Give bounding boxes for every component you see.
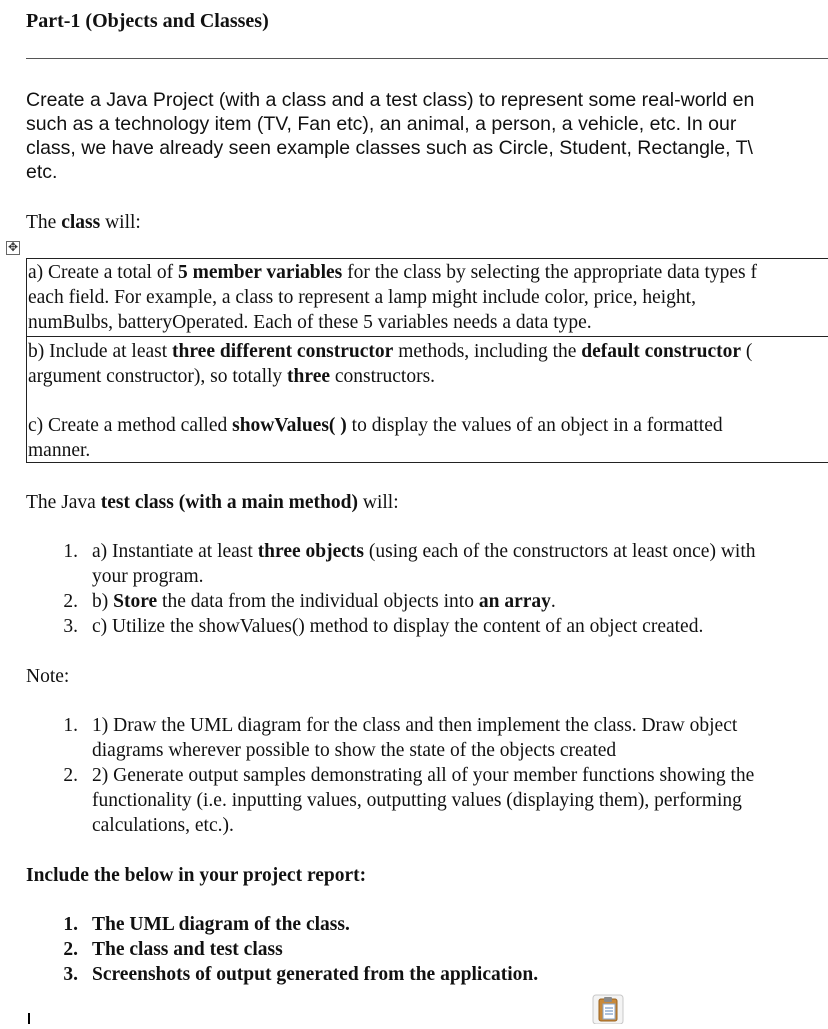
text-cursor bbox=[28, 1013, 30, 1024]
list-number: 1. bbox=[63, 541, 78, 562]
bold-text: three objects bbox=[257, 541, 364, 562]
text-span: The bbox=[26, 212, 62, 233]
page-title: Part-1 (Objects and Classes) bbox=[26, 10, 269, 32]
cell-c-line2: manner. bbox=[28, 440, 91, 461]
list-item-continuation: calculations, etc.). bbox=[92, 815, 234, 836]
text-span: (using each of the constructors at least once) with bbox=[364, 541, 756, 562]
bold-text: an array bbox=[478, 591, 551, 612]
list-item: The class and test class bbox=[92, 939, 283, 960]
list-number: 3. bbox=[63, 964, 78, 985]
table-border bbox=[26, 336, 828, 337]
list-item bbox=[92, 541, 756, 563]
bold-text: 5 member variables bbox=[177, 262, 343, 283]
text-span: will: bbox=[358, 492, 399, 513]
intro-line: class, we have already seen example classes such as Circle, Student, Rectangle, T\ bbox=[26, 137, 753, 159]
text-span: ( bbox=[741, 341, 753, 362]
table-border bbox=[26, 258, 27, 463]
list-number: 2. bbox=[63, 939, 78, 960]
horizontal-rule bbox=[26, 58, 828, 59]
list-item-continuation: diagrams wherever possible to show the state of the objects created bbox=[92, 740, 617, 761]
text-span: constructors. bbox=[330, 366, 436, 387]
list-item: The UML diagram of the class. bbox=[92, 914, 350, 935]
bold-text: default constructor bbox=[581, 341, 742, 362]
text-span: The Java bbox=[26, 492, 101, 513]
cell-a-line2: each field. For example, a class to represent a lamp might include color, price, height, bbox=[28, 287, 696, 308]
text-span: a) Create a total of bbox=[28, 262, 178, 283]
list-item: c) Utilize the showValues() method to display the content of an object created. bbox=[92, 616, 704, 637]
note-label: Note: bbox=[26, 666, 70, 687]
list-item: 2) Generate output samples demonstrating all of your member functions showing the bbox=[92, 765, 755, 786]
text-span: will: bbox=[100, 212, 141, 233]
text-span: the data from the individual objects into bbox=[157, 591, 479, 612]
paste-options-clipboard-icon[interactable] bbox=[592, 994, 624, 1024]
list-number: 3. bbox=[63, 616, 78, 637]
text-span: a) Instantiate at least bbox=[92, 541, 258, 562]
clipboard-icon-svg bbox=[592, 994, 624, 1024]
bold-text: class bbox=[61, 212, 101, 233]
bold-text: three different constructor bbox=[172, 341, 394, 362]
text-span: b) Include at least bbox=[28, 341, 173, 362]
text-span: b) bbox=[92, 591, 114, 612]
text-span: for the class by selecting the appropriate data types f bbox=[342, 262, 758, 283]
bold-text: three bbox=[287, 366, 330, 387]
cell-a-line1 bbox=[28, 262, 757, 284]
text-span: . bbox=[550, 591, 556, 612]
list-number: 2. bbox=[63, 765, 78, 786]
intro-line: etc. bbox=[26, 161, 58, 183]
list-number: 2. bbox=[63, 591, 78, 612]
intro-line: Create a Java Project (with a class and a test class) to represent some real-world en bbox=[26, 89, 755, 111]
list-item: 1) Draw the UML diagram for the class and then implement the class. Draw object bbox=[92, 715, 738, 736]
list-item-continuation: your program. bbox=[92, 566, 204, 587]
class-heading bbox=[26, 212, 141, 234]
list-item-continuation: functionality (i.e. inputting values, outputting values (displaying them), performing bbox=[92, 790, 742, 811]
text-span: argument constructor), so totally bbox=[28, 366, 288, 387]
table-border bbox=[26, 258, 828, 259]
text-span: methods, including the bbox=[393, 341, 582, 362]
cell-b-line1 bbox=[28, 341, 752, 363]
cell-a-line3: numBulbs, batteryOperated. Each of these 5 variables needs a data type. bbox=[28, 312, 592, 333]
cell-c-line1 bbox=[28, 415, 723, 437]
list-number: 1. bbox=[63, 715, 78, 736]
text-span: to display the values of an object in a formatted bbox=[346, 415, 723, 436]
table-move-handle-icon[interactable]: ✥ bbox=[7, 240, 19, 254]
list-item bbox=[92, 591, 556, 613]
cell-b-line2 bbox=[28, 366, 435, 388]
list-number: 1. bbox=[63, 914, 78, 935]
test-class-heading bbox=[26, 492, 399, 514]
bold-text: Store bbox=[113, 591, 158, 612]
table-border bbox=[26, 462, 828, 463]
report-heading: Include the below in your project report: bbox=[26, 865, 367, 886]
list-item: Screenshots of output generated from the application. bbox=[92, 964, 539, 985]
bold-text: test class (with a main method) bbox=[100, 492, 358, 513]
intro-line: such as a technology item (TV, Fan etc), an animal, a person, a vehicle, etc. In our bbox=[26, 113, 737, 135]
text-span: c) Create a method called bbox=[28, 415, 233, 436]
bold-text: showValues( ) bbox=[232, 415, 347, 436]
